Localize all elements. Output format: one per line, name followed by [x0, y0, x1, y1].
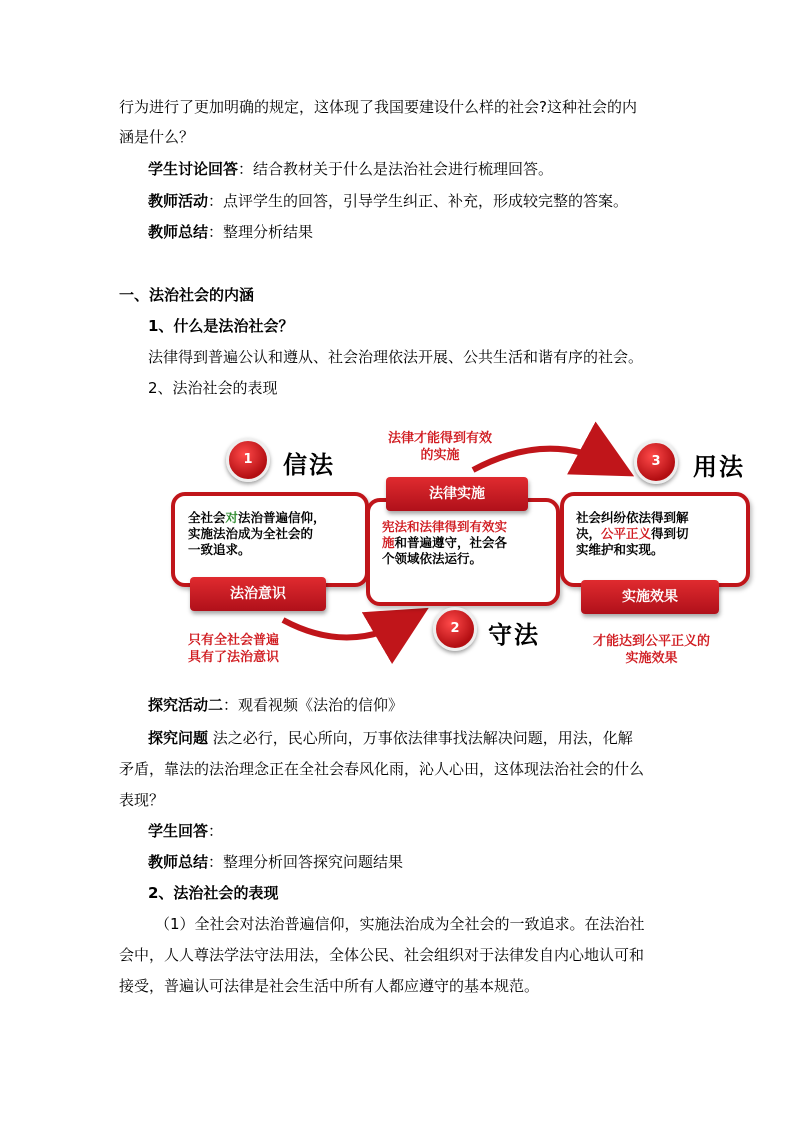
paragraph-line — [148, 694, 403, 716]
text: 法之必行，民心所向，万事依法律事找法解决问题，用法，化解 — [208, 729, 633, 747]
sub-heading: 1、什么是法治社会？ — [148, 317, 294, 335]
paragraph-line: 2、法治社会的表现 — [148, 379, 278, 397]
paragraph-line: 表现？ — [119, 791, 165, 809]
paragraph-line: 行为进行了更加明确的规定，这体现了我国要建设什么样的社会?这种社会的内 — [119, 98, 637, 116]
arrow-bottom-label: 只有全社会普遍 具有了法治意识 — [188, 633, 280, 665]
label: 教师活动 — [148, 192, 209, 210]
label: 教师总结 — [148, 853, 209, 871]
paragraph-line: 接受，普遍认可法律是社会生活中所有人都应遵守的基本规范。 — [119, 977, 540, 995]
text: ：点评学生的回答，引导学生纠正、补充，形成较完整的答案。 — [208, 192, 629, 210]
text: ：结合教材关于什么是法治社会进行梳理回答。 — [238, 160, 554, 178]
label: 教师总结 — [148, 223, 209, 241]
step-3-circle: 3 — [634, 440, 678, 484]
step-3-word: 用法 — [693, 452, 745, 481]
paragraph-line: 矛盾，靠法的法治理念正在全社会春风化雨，沁人心田，这体现法治社会的什么 — [119, 760, 645, 778]
arrow-bottom — [283, 620, 408, 638]
step-2-word: 守法 — [488, 620, 540, 649]
paragraph-line — [148, 851, 403, 873]
step-1-text: 全社会对法治普遍信仰， 实施法治成为全社会的 一致追求。 — [188, 510, 326, 557]
text: ：观看视频《法治的信仰》 — [223, 696, 404, 714]
paragraph-line — [148, 190, 628, 212]
paragraph-line: 会中，人人尊法学法守法用法，全体公民、社会组织对于法律发自内心地认可和 — [119, 946, 645, 964]
label: 学生回答 — [148, 822, 209, 840]
label: 探究问题 — [148, 729, 209, 747]
step-2-text: 宪法和法律得到有效实 施和普遍遵守，社会各 个领域依法运行。 — [382, 519, 508, 566]
step-1-circle: 1 — [226, 438, 270, 482]
step-3-text: 社会纠纷依法得到解 决，公平正义得到切 实维护和实现。 — [576, 510, 689, 557]
arrow-top-label: 法律才能得到有效 的实施 — [388, 431, 493, 463]
rule-of-law-diagram — [168, 415, 758, 675]
section-heading: 一、法治社会的内涵 — [119, 286, 255, 304]
label: 探究活动二 — [148, 696, 224, 714]
paragraph-line: 涵是什么？ — [119, 128, 195, 146]
text: ：整理分析回答探究问题结果 — [208, 853, 404, 871]
sub-heading: 2、法治社会的表现 — [148, 884, 279, 902]
text: ：整理分析结果 — [208, 223, 314, 241]
step-1-word: 信法 — [283, 450, 335, 479]
arrow-top — [473, 449, 613, 470]
step-2-circle: 2 — [433, 607, 477, 651]
paragraph-line — [148, 158, 553, 180]
step-1-banner: 法治意识 — [190, 577, 326, 611]
paragraph-line — [148, 727, 633, 749]
paragraph-line — [148, 820, 223, 842]
paragraph-line: （1）全社会对法治普遍信仰，实施法治成为全社会的一致追求。在法治社 — [155, 915, 645, 933]
step-2-banner: 法律实施 — [386, 477, 528, 511]
paragraph-line — [148, 221, 313, 243]
text: ： — [208, 822, 224, 840]
step-3-banner: 实施效果 — [581, 580, 719, 614]
paragraph-line: 法律得到普遍公认和遵从、社会治理依法开展、公共生活和谐有序的社会。 — [148, 348, 644, 366]
label: 学生讨论回答 — [148, 160, 239, 178]
right-bottom-label: 才能达到公平正义的 实施效果 — [593, 634, 711, 666]
